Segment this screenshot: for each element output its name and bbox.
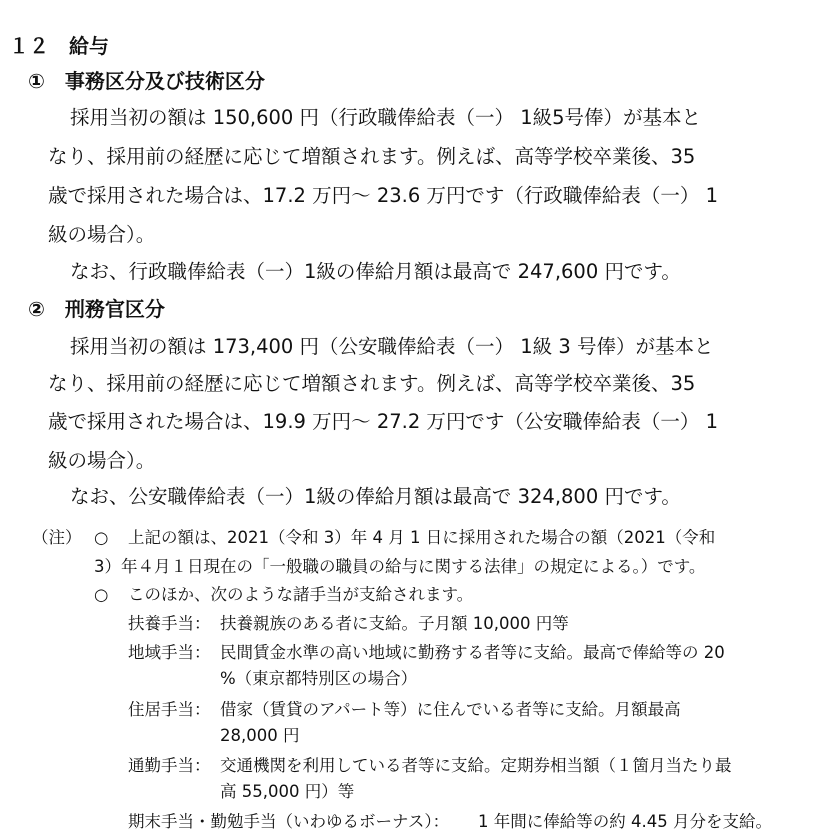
paragraph-line: 採用当初の額は 173,400 円（公安職俸給表（一） 1級 3 号俸）が基本と [70, 335, 714, 358]
paragraph-line: 級の場合）。 [48, 449, 156, 472]
allowance-name: 地域手当： [128, 643, 211, 662]
allowance-text: 扶養親族のある者に支給。子月額 10,000 円等 [220, 614, 569, 633]
allowance-name: 扶養手当： [128, 614, 211, 633]
section-title: １２ 給与 [9, 34, 109, 58]
allowance-text: 交通機関を利用している者等に支給。定期券相当額（１箇月当たり最 [220, 756, 732, 775]
allowance-name: 住居手当： [128, 700, 211, 719]
paragraph-line: 採用当初の額は 150,600 円（行政職俸給表（一） 1級5号俸）が基本と [70, 106, 702, 129]
paragraph-line: なり、採用前の経歴に応じて増額されます。例えば、高等学校卒業後、35 [48, 145, 696, 168]
subsection-heading-prison-officer: ② 刑務官区分 [28, 297, 165, 321]
allowance-text: %（東京都特別区の場合） [220, 669, 418, 688]
note-text: 上記の額は、2021（令和 3）年 4 月 1 日に採用された場合の額（2021（令和 [128, 528, 716, 547]
paragraph-line: 級の場合）。 [48, 223, 156, 246]
allowance-text: 借家（賃貸のアパート等）に住んでいる者等に支給。月額最高 [220, 700, 681, 719]
paragraph-line: 歳で採用された場合は、17.2 万円～ 23.6 万円です（行政職俸給表（一） 1 [48, 184, 719, 207]
paragraph-line: 歳で採用された場合は、19.9 万円～ 27.2 万円です（公安職俸給表（一） 1 [48, 410, 719, 433]
paragraph-line: なお、行政職俸給表（一）1級の俸給月額は最高で 247,600 円です。 [70, 260, 681, 283]
subsection-heading-office: ① 事務区分及び技術区分 [28, 69, 265, 93]
allowance-text: 1 年間に俸給等の約 4.45 月分を支給。 [478, 812, 772, 831]
note-bullet: ○ [94, 528, 109, 547]
note-text: 3）年４月１日現在の「一般職の職員の給与に関する法律」の規定による。）です。 [94, 557, 706, 576]
allowance-text: 民間賃金水準の高い地域に勤務する者等に支給。最高で俸給等の 20 [220, 643, 725, 662]
allowance-name: 期末手当・勤勉手当（いわゆるボーナス）： [128, 812, 450, 831]
note-label: （注） [32, 528, 82, 547]
allowance-text: 28,000 円 [220, 726, 300, 745]
note-text: このほか、次のような諸手当が支給されます。 [128, 585, 474, 604]
paragraph-line: なお、公安職俸給表（一）1級の俸給月額は最高で 324,800 円です。 [70, 485, 681, 508]
paragraph-line: なり、採用前の経歴に応じて増額されます。例えば、高等学校卒業後、35 [48, 372, 696, 395]
allowance-name: 通勤手当： [128, 756, 211, 775]
note-bullet: ○ [94, 585, 109, 604]
allowance-text: 高 55,000 円）等 [220, 782, 355, 801]
